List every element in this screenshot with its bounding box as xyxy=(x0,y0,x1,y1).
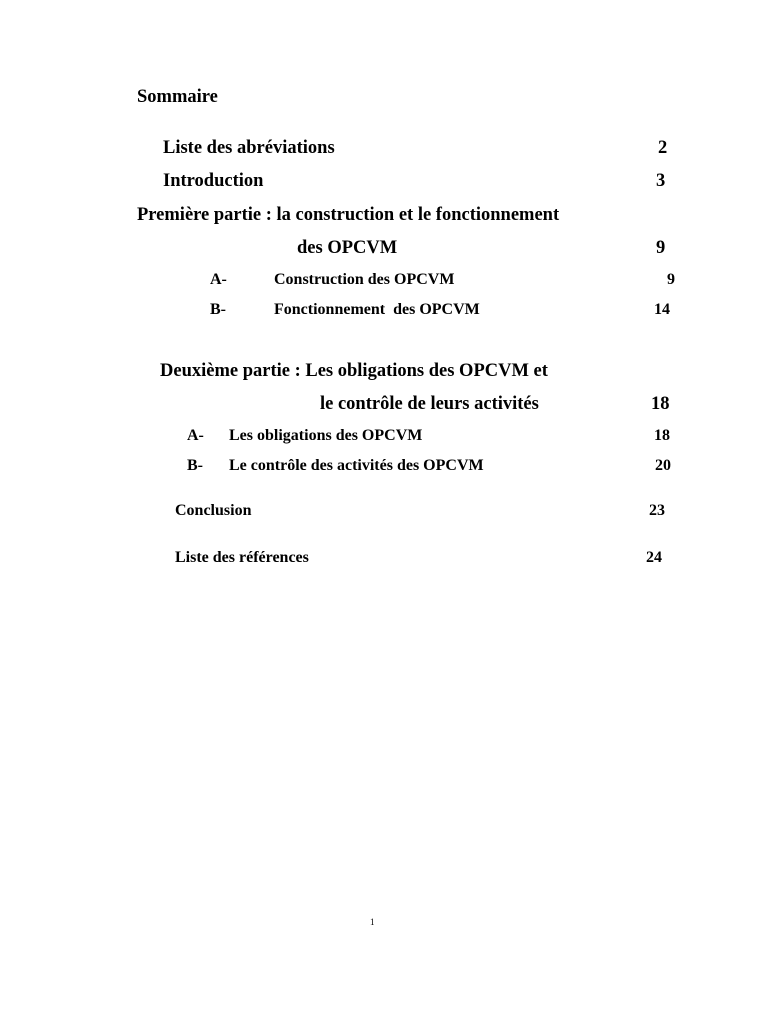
toc-entry-references-page: 24 xyxy=(646,549,662,566)
toc-part2-title-line1: Deuxième partie : Les obligations des OPCVM et xyxy=(160,361,548,381)
toc-heading: Sommaire xyxy=(137,87,218,107)
toc-part1-a-label: Construction des OPCVM xyxy=(274,271,455,288)
toc-part1-title-line1: Première partie : la construction et le fonctionnement xyxy=(137,205,560,225)
footer-page-number: 1 xyxy=(370,917,375,927)
toc-part1-title-line2: des OPCVM xyxy=(297,238,398,258)
toc-entry-introduction-page: 3 xyxy=(656,171,666,191)
toc-part1-page: 9 xyxy=(656,238,666,258)
toc-part2-page: 18 xyxy=(651,394,670,414)
toc-entry-abreviations-label: Liste des abréviations xyxy=(163,138,335,158)
toc-part1-a-marker: A- xyxy=(210,271,227,288)
toc-entry-conclusion-page: 23 xyxy=(649,502,665,519)
toc-part2-b-marker: B- xyxy=(187,457,203,474)
toc-entry-references-label: Liste des références xyxy=(175,549,309,566)
toc-part2-a-marker: A- xyxy=(187,427,204,444)
toc-part2-b-page: 20 xyxy=(655,457,671,474)
toc-part2-title-line2: le contrôle de leurs activités xyxy=(320,394,539,414)
toc-entry-conclusion-label: Conclusion xyxy=(175,502,252,519)
toc-part1-b-marker: B- xyxy=(210,301,226,318)
toc-part1-b-label: Fonctionnement des OPCVM xyxy=(274,301,480,318)
toc-entry-introduction-label: Introduction xyxy=(163,171,264,191)
toc-part2-b-label: Le contrôle des activités des OPCVM xyxy=(229,457,484,474)
toc-part2-a-page: 18 xyxy=(654,427,670,444)
toc-part2-a-label: Les obligations des OPCVM xyxy=(229,427,423,444)
toc-entry-abreviations-page: 2 xyxy=(658,138,668,158)
toc-part1-a-page: 9 xyxy=(667,271,675,288)
toc-part1-b-page: 14 xyxy=(654,301,670,318)
